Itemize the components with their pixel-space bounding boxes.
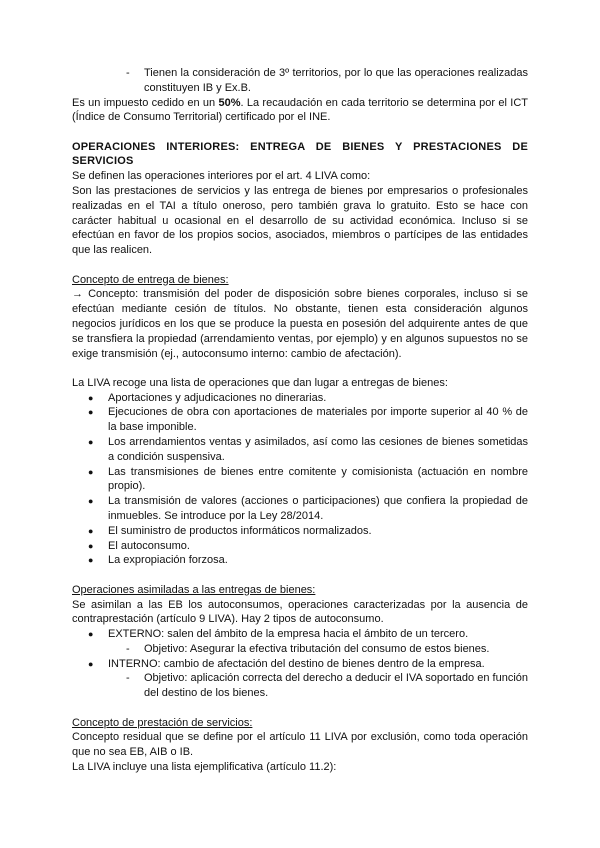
- list-item-externo: [72, 627, 528, 642]
- list-item: [72, 66, 528, 96]
- list-item-text: EXTERNO: salen del ámbito de la empresa hacia el ámbito de un tercero.: [108, 628, 469, 641]
- paragraph: Se asimilan a las EB los autoconsumos, operaciones caracterizadas por la ausencia de contraprestación (artículo 9 LIVA). Hay 2 tipos de autoconsumo.: [72, 598, 528, 626]
- paragraph-cedido: [72, 96, 528, 126]
- section-heading: OPERACIONES INTERIORES: ENTREGA DE BIENES Y PRESTACIONES DE SERVICIOS: [72, 140, 528, 168]
- dash-marker: -: [126, 642, 130, 655]
- text-run: Es un impuesto cedido en un: [72, 96, 219, 109]
- dash-marker: -: [126, 67, 130, 79]
- paragraph: Concepto residual que se define por el artículo 11 LIVA por exclusión, como toda operación que no sea EB, AIB o IB.: [72, 731, 528, 759]
- bullet-icon: ●: [88, 392, 94, 403]
- list-item: ● El suministro de productos informáticos normalizados.: [88, 524, 372, 537]
- paragraph: La LIVA incluye una lista ejemplificativa (artículo 11.2):: [72, 760, 337, 773]
- list-item: ● Aportaciones y adjudicaciones no dinerarias.: [88, 391, 327, 404]
- list-item-text: Tienen la consideración de 3º territorios, por lo que las operaciones realizadas constituyen IB y Ex.B.: [144, 67, 528, 94]
- bullet-list: [72, 391, 528, 569]
- list-item-text: Objetivo: Asegurar la efectiva tributación del consumo de estos bienes.: [144, 642, 490, 655]
- subsection-title: Concepto de entrega de bienes:: [72, 273, 229, 286]
- paragraph: → Concepto: transmisión del poder de disposición sobre bienes corporales, incluso si se efectúan mediante cesión de títulos. No obstante, tienen esta consideración algunos negocios jurídicos en los que se produce la puesta en posesión del adquirente antes de que se transfiera la propiedad (arrendamiento ventas, por ejemplo) y en algunos supuestos no se exige transmisión (ej., autoconsumo interno: cambio de afectación).: [72, 288, 528, 360]
- paragraph: Se definen las operaciones interiores por el art. 4 LIVA como:: [72, 170, 371, 183]
- subsection-title: Operaciones asimiladas a las entregas de bienes:: [72, 583, 316, 596]
- list-item: ● El autoconsumo.: [88, 539, 190, 552]
- bullet-icon: ●: [88, 437, 94, 448]
- list-item: ● Los arrendamientos ventas y asimilados, así como las cesiones de bienes sometidas a condición suspensiva.: [88, 436, 528, 463]
- list-item-text: Objetivo: aplicación correcta del derecho a deducir el IVA soportado en función del destino de los bienes.: [144, 672, 528, 700]
- list-item: ● Ejecuciones de obra con aportaciones de materiales por importe superior al 40 % de la base imponible.: [88, 406, 528, 434]
- paragraph: Son las prestaciones de servicios y las entrega de bienes por empresarios o profesionales realizadas en el TAI a título oneroso, pero también grava lo gratuito. Esto se hace con carácter habitual u ocasional en el desarrollo de su actividad económica. Incluso si se efectúan en favor de los propios socios, asociados, miembros o partícipes de las entidades que las realicen.: [72, 185, 528, 257]
- bullet-icon: ●: [88, 658, 94, 669]
- list-item-text: INTERNO: cambio de afectación del destino de bienes dentro de la empresa.: [108, 657, 485, 670]
- list-item-interno: [72, 657, 528, 672]
- text-run: . La recaudación en cada territorio se determina por el ICT (Índice de Consumo Territorial) certificado por el INE.: [72, 96, 528, 124]
- bullet-icon: ●: [88, 496, 94, 507]
- bold-percent: 50%: [218, 96, 241, 109]
- sub-list-item: [72, 642, 528, 657]
- bullet-icon: ●: [88, 629, 94, 640]
- document-page: [72, 66, 528, 775]
- dash-marker: -: [126, 672, 130, 685]
- list-item: ● La expropiación forzosa.: [88, 554, 228, 567]
- bullet-icon: ●: [88, 555, 94, 566]
- sub-list-item: [72, 671, 528, 701]
- subsection-title: Concepto de prestación de servicios:: [72, 716, 253, 729]
- bullet-icon: ●: [88, 466, 94, 477]
- bullet-icon: ●: [88, 525, 94, 536]
- paragraph: La LIVA recoge una lista de operaciones que dan lugar a entregas de bienes:: [72, 376, 448, 389]
- list-item: ● Las transmisiones de bienes entre comitente y comisionista (actuación en nombre propio).: [88, 465, 528, 493]
- list-item: ● La transmisión de valores (acciones o participaciones) que confiera la propiedad de inmuebles. Se introduce por la Ley 28/2014.: [88, 495, 528, 523]
- bullet-icon: ●: [88, 407, 94, 418]
- bullet-icon: ●: [88, 540, 94, 551]
